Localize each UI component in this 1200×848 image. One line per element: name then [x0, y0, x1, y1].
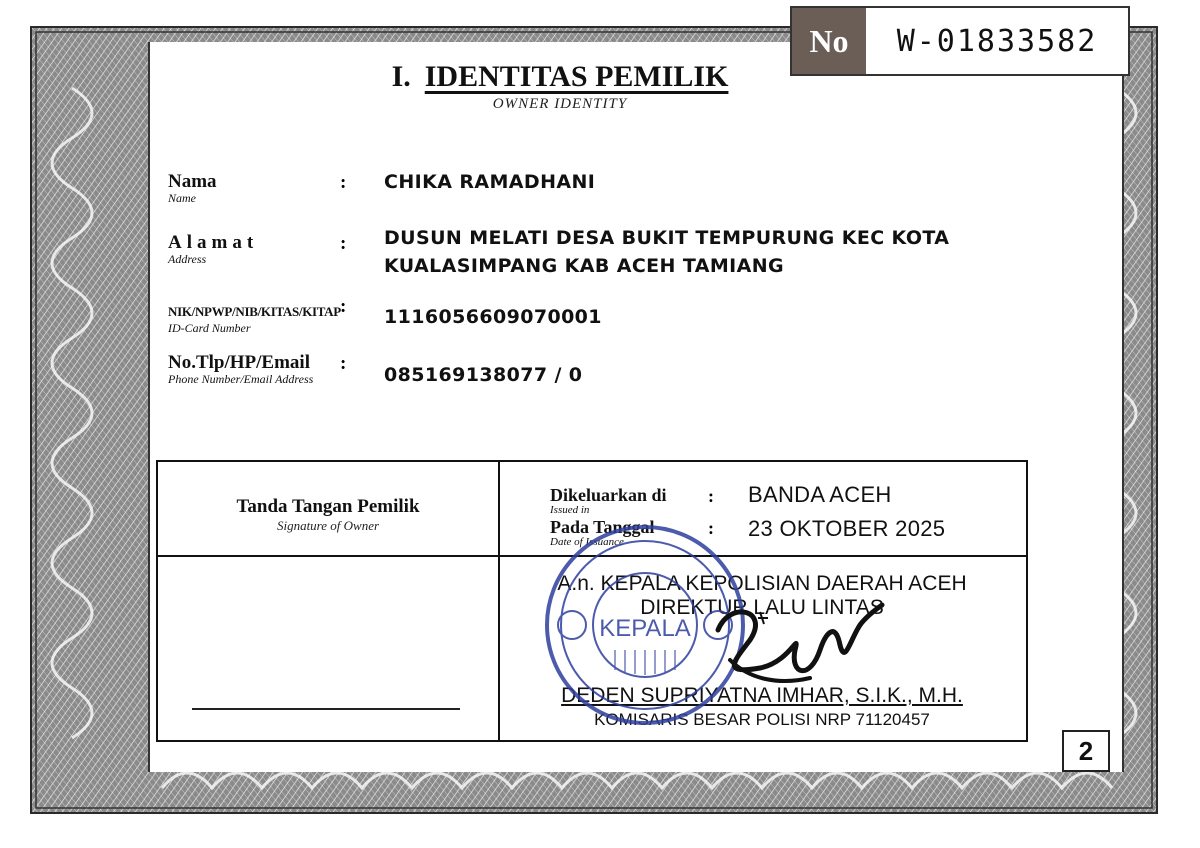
number-label: No [792, 8, 866, 74]
colon: : [708, 518, 714, 538]
document-number: W-01833582 [896, 23, 1098, 59]
officer-name: DEDEN SUPRIYATNA IMHAR, S.I.K., M.H. [561, 684, 963, 707]
section-heading: IDENTITAS PEMILIK [424, 60, 729, 93]
colon: : [340, 172, 347, 193]
colon: : [340, 296, 347, 317]
document-number-box [790, 6, 1130, 76]
officer-rank: KOMISARIS BESAR POLISI NRP 71120457 [594, 710, 930, 729]
section-number: I. [391, 60, 411, 93]
id-label: NIK/NPWP/NIB/KITAS/KITAP ID-Card Number [168, 304, 341, 335]
contact-value: 085169138077 / 0 [384, 364, 583, 386]
page-number: 2 [1062, 730, 1110, 772]
section-title [385, 60, 735, 113]
name-label: Nama Name [168, 171, 217, 205]
stamp-text: KEPALA [599, 615, 691, 642]
address-line-1: DUSUN MELATI DESA BUKIT TEMPURUNG KEC KOTA [384, 227, 950, 249]
address-label: Alamat Address [168, 232, 259, 266]
contact-label: No.Tlp/HP/Email Phone Number/Email Address [168, 352, 314, 386]
authority-line-1: A.n. KEPALA KEPOLISIAN DAERAH ACEH [557, 572, 967, 595]
colon: : [340, 353, 347, 374]
officer-signature [700, 590, 900, 700]
id-value: 1116056609070001 [384, 306, 602, 328]
date-value: 23 OKTOBER 2025 [748, 516, 946, 541]
section-subtitle: OWNER IDENTITY [492, 96, 628, 112]
colon: : [340, 233, 347, 254]
name-value: CHIKA RAMADHANI [384, 171, 596, 193]
authority-line-2: DIREKTUR LALU LINTAS [640, 596, 884, 619]
owner-signature-line [192, 708, 460, 710]
colon: : [708, 486, 714, 506]
owner-signature-heading: Tanda Tangan Pemilik Signature of Owner [236, 496, 420, 533]
address-value [384, 224, 1044, 280]
date-label: Pada Tanggal Date of Issuance [550, 517, 655, 548]
address-line-2: KUALASIMPANG KAB ACEH TAMIANG [384, 255, 785, 277]
issued-in-label: Dikeluarkan di Issued in [550, 485, 667, 516]
issued-in-value: BANDA ACEH [748, 482, 892, 507]
